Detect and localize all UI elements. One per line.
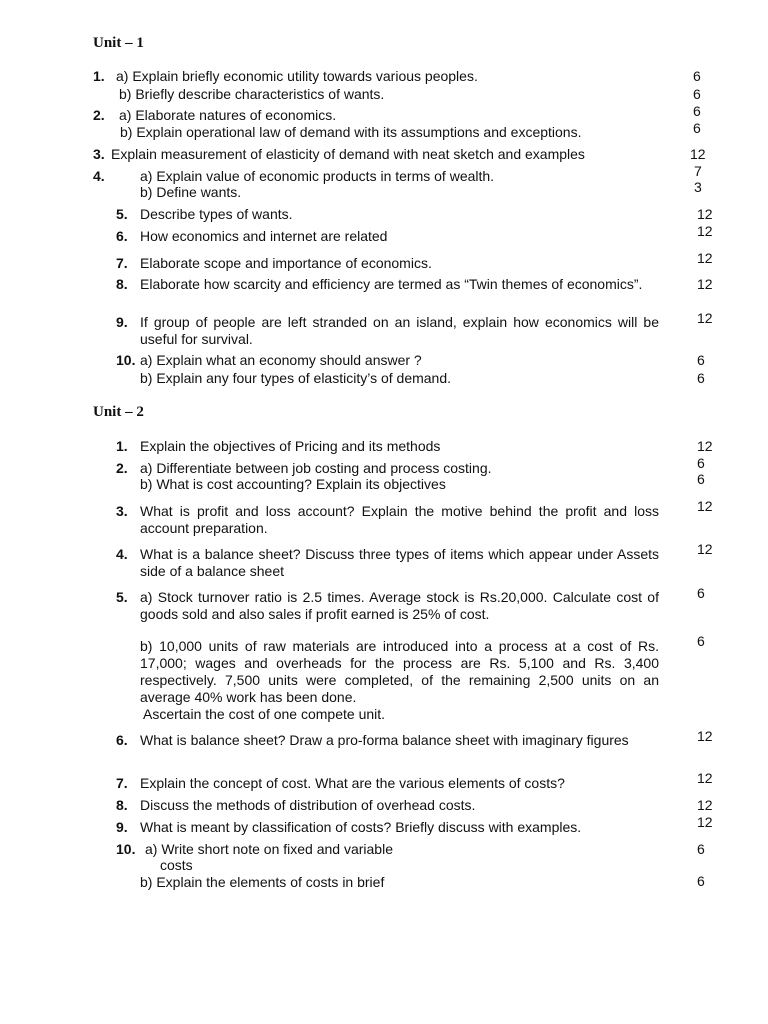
question-marks: 12	[697, 250, 713, 266]
question-marks: 6	[697, 455, 705, 471]
question-number: 3.	[116, 503, 128, 519]
question-number: 8.	[116, 276, 128, 292]
question-number: 5.	[116, 589, 128, 605]
question-number: 7.	[116, 255, 128, 271]
question-number: 2.	[93, 107, 105, 123]
question-marks: 12	[697, 541, 713, 557]
question-number: 9.	[116, 314, 128, 330]
question-marks: 12	[697, 498, 713, 514]
question-number: 8.	[116, 797, 128, 813]
question-marks: 12	[697, 770, 713, 786]
question-text: Ascertain the cost of one compete unit.	[143, 706, 386, 722]
question-marks: 12	[697, 728, 713, 744]
question-text: Explain measurement of elasticity of demand with neat sketch and examples	[111, 146, 585, 162]
question-text: costs	[160, 857, 193, 873]
question-marks: 6	[693, 103, 701, 119]
question-text: b) 10,000 units of raw materials are introduced into a process at a cost of Rs. 17,000; wages and overheads for the process are Rs. 5,100 and Rs. 3,400 respectively. 7,500 units were completed, of the remaining 2,500 units on an average 40% work has been done.	[140, 638, 659, 705]
question-text: What is a balance sheet? Discuss three types of items which appear under Assets side of a balance sheet	[140, 546, 659, 579]
question-marks: 6	[697, 370, 705, 386]
question-number: 2.	[116, 460, 128, 476]
question-text: b) Explain any four types of elasticity’s of demand.	[140, 370, 452, 386]
question-marks: 3	[694, 179, 702, 195]
question-marks: 6	[693, 86, 701, 102]
question-number: 6.	[116, 732, 128, 748]
question-marks: 12	[697, 310, 713, 326]
question-text: Explain the objectives of Pricing and its methods	[140, 438, 441, 454]
question-number: 1.	[116, 438, 128, 454]
question-marks: 6	[697, 873, 705, 889]
question-marks: 12	[697, 276, 713, 292]
question-number: 4.	[116, 546, 128, 562]
question-marks: 6	[697, 585, 705, 601]
question-marks: 6	[693, 120, 701, 136]
question-marks: 7	[694, 163, 702, 179]
question-text: b) Define wants.	[140, 184, 242, 200]
unit-1-heading: Unit – 1	[93, 35, 144, 51]
question-text: Elaborate how scarcity and efficiency are termed as “Twin themes of economics”.	[140, 276, 643, 292]
question-text: a) Explain what an economy should answer ?	[140, 352, 422, 368]
question-text: Describe types of wants.	[140, 206, 293, 222]
question-text: b) Explain operational law of demand with its assumptions and exceptions.	[120, 124, 582, 140]
question-text: Explain the concept of cost. What are the various elements of costs?	[140, 775, 565, 791]
question-text: a) Stock turnover ratio is 2.5 times. Average stock is Rs.20,000. Calculate cost of goods sold and also sales if profit earned is 25% of cost.	[140, 589, 659, 622]
question-text: How economics and internet are related	[140, 228, 388, 244]
question-marks: 12	[697, 206, 713, 222]
question-marks: 12	[697, 797, 713, 813]
question-marks: 6	[697, 841, 705, 857]
question-text: What is balance sheet? Draw a pro-forma balance sheet with imaginary figures	[140, 732, 629, 748]
question-text: a) Explain briefly economic utility towards various peoples.	[116, 68, 478, 84]
question-text: What is meant by classification of costs? Briefly discuss with examples.	[140, 819, 582, 835]
question-marks: 12	[697, 223, 713, 239]
question-marks: 12	[690, 146, 706, 162]
question-text: Elaborate scope and importance of economics.	[140, 255, 432, 271]
question-text: Discuss the methods of distribution of overhead costs.	[140, 797, 476, 813]
question-text: If group of people are left stranded on an island, explain how economics will be useful for survival.	[140, 314, 659, 347]
unit-2-heading: Unit – 2	[93, 404, 144, 420]
question-number: 10.	[116, 352, 136, 368]
question-number: 9.	[116, 819, 128, 835]
question-text: b) Explain the elements of costs in brief	[140, 874, 385, 890]
question-text: a) Explain value of economic products in terms of wealth.	[140, 168, 495, 184]
question-number: 5.	[116, 206, 128, 222]
question-marks: 12	[697, 814, 713, 830]
question-text: a) Write short note on fixed and variable	[145, 841, 393, 857]
question-text: What is profit and loss account? Explain the motive behind the profit and loss account preparation.	[140, 503, 659, 536]
question-number: 7.	[116, 775, 128, 791]
question-marks: 6	[697, 633, 705, 649]
question-marks: 6	[697, 352, 705, 368]
question-number: 1.	[93, 68, 105, 84]
question-number: 10.	[116, 841, 136, 857]
question-marks: 12	[697, 438, 713, 454]
question-text: b) Briefly describe characteristics of wants.	[119, 86, 385, 102]
question-number: 3.	[93, 146, 105, 162]
question-marks: 6	[697, 471, 705, 487]
question-number: 4.	[93, 168, 105, 184]
question-number: 6.	[116, 228, 128, 244]
question-text: b) What is cost accounting? Explain its objectives	[140, 476, 446, 492]
question-text: a) Elaborate natures of economics.	[119, 107, 337, 123]
question-text: a) Differentiate between job costing and process costing.	[140, 460, 492, 476]
question-marks: 6	[693, 68, 701, 84]
